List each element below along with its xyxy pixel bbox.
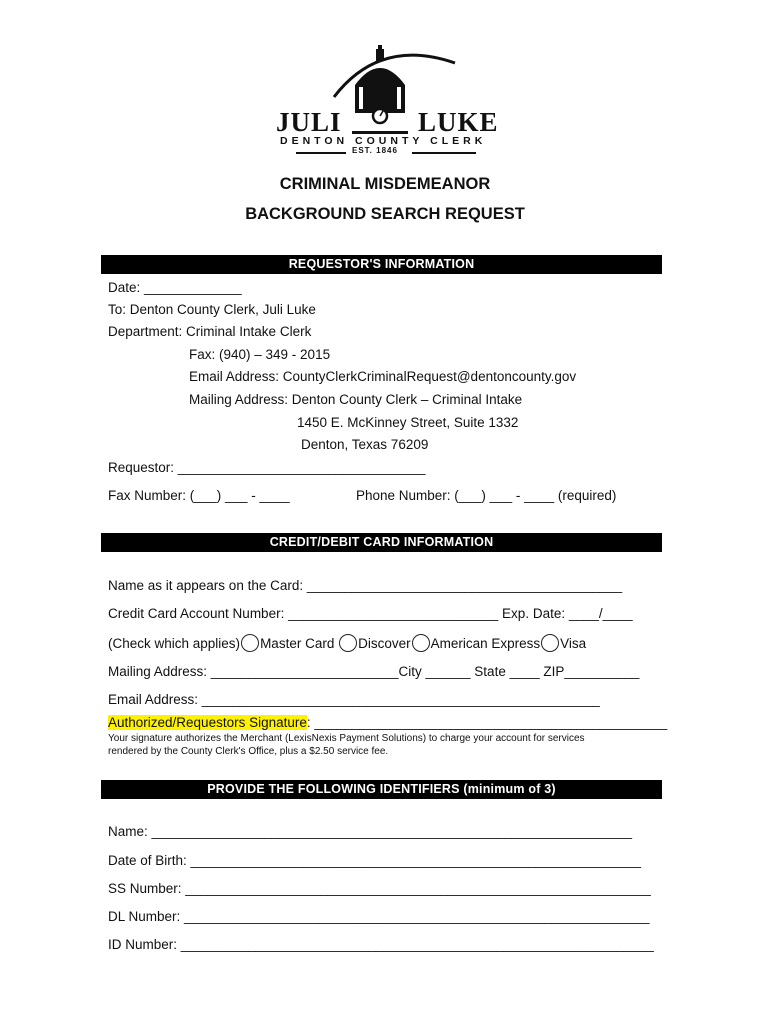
logo-office: DENTON COUNTY CLERK bbox=[280, 135, 487, 147]
county-clerk-logo bbox=[270, 45, 500, 160]
requestor-field[interactable]: Requestor: _________________________________ bbox=[108, 460, 426, 475]
department-line: Department: Criminal Intake Clerk bbox=[108, 324, 312, 339]
discover-checkbox[interactable] bbox=[339, 634, 357, 652]
card-mailing-address-field[interactable]: Mailing Address: _________________________City ______ State ____ ZIP__________ bbox=[108, 664, 640, 679]
card-email-field[interactable]: Email Address: _____________________________________________________ bbox=[108, 692, 600, 707]
master-card-checkbox[interactable] bbox=[241, 634, 259, 652]
fax-line: Fax: (940) – 349 - 2015 bbox=[189, 347, 331, 362]
fax-number-field[interactable]: Fax Number: (___) ___ - ____ bbox=[108, 488, 290, 503]
email-line: Email Address: CountyClerkCriminalRequest@dentoncounty.gov bbox=[189, 369, 577, 384]
page-title-line-1: CRIMINAL MISDEMEANOR bbox=[279, 175, 491, 193]
street-line: 1450 E. McKinney Street, Suite 1332 bbox=[297, 415, 519, 430]
identifier-id-field[interactable]: ID Number: _______________________________________________________________ bbox=[108, 937, 654, 952]
logo-est: EST. 1846 bbox=[352, 146, 398, 155]
date-field[interactable]: Date: _____________ bbox=[108, 280, 242, 295]
identifier-ssn-field[interactable]: SS Number: ______________________________________________________________ bbox=[108, 881, 651, 896]
logo-name-left: JULI bbox=[276, 107, 342, 137]
card-type-prompt: (Check which applies) bbox=[108, 636, 241, 651]
card-account-number-field[interactable]: Credit Card Account Number: ____________________________ Exp. Date: ____/____ bbox=[108, 606, 633, 621]
logo-est-rule-right bbox=[412, 152, 476, 154]
american-express-checkbox[interactable] bbox=[412, 634, 430, 652]
identifier-name-field[interactable]: Name: ________________________________________________________________ bbox=[108, 824, 633, 839]
disclaimer-line-2: rendered by the County Clerk's Office, plus a $2.50 service fee. bbox=[108, 746, 389, 757]
mailing-address-line: Mailing Address: Denton County Clerk – Criminal Intake bbox=[189, 392, 523, 407]
logo-name-right: LUKE bbox=[418, 107, 499, 137]
to-line: To: Denton County Clerk, Juli Luke bbox=[108, 302, 316, 317]
city-line: Denton, Texas 76209 bbox=[301, 437, 429, 452]
disclaimer-line-1: Your signature authorizes the Merchant (LexisNexis Payment Solutions) to charge your account for services bbox=[108, 733, 585, 744]
discover-label: Discover bbox=[358, 636, 411, 651]
visa-checkbox[interactable] bbox=[541, 634, 559, 652]
identifier-dob-field[interactable]: Date of Birth: ____________________________________________________________ bbox=[108, 853, 642, 868]
card-type-row bbox=[108, 634, 586, 652]
requestor-section-header: REQUESTOR'S INFORMATION bbox=[101, 255, 662, 274]
signature-label: Authorized/Requestors Signature bbox=[108, 715, 307, 730]
page-title-line-2: BACKGROUND SEARCH REQUEST bbox=[245, 205, 525, 223]
signature-row bbox=[108, 715, 667, 731]
name-on-card-field[interactable]: Name as it appears on the Card: __________________________________________ bbox=[108, 578, 623, 593]
phone-number-field[interactable]: Phone Number: (___) ___ - ____ (required) bbox=[356, 488, 617, 503]
master-card-label: Master Card bbox=[260, 636, 335, 651]
card-section-header: CREDIT/DEBIT CARD INFORMATION bbox=[101, 533, 662, 552]
logo-est-rule-left bbox=[296, 152, 346, 154]
identifier-dl-field[interactable]: DL Number: ______________________________________________________________ bbox=[108, 909, 650, 924]
visa-label: Visa bbox=[560, 636, 587, 651]
signature-field[interactable]: : _______________________________________________ bbox=[306, 715, 668, 730]
american-express-label: American Express bbox=[430, 636, 541, 651]
identifiers-section-header: PROVIDE THE FOLLOWING IDENTIFIERS (minimum of 3) bbox=[101, 780, 662, 799]
